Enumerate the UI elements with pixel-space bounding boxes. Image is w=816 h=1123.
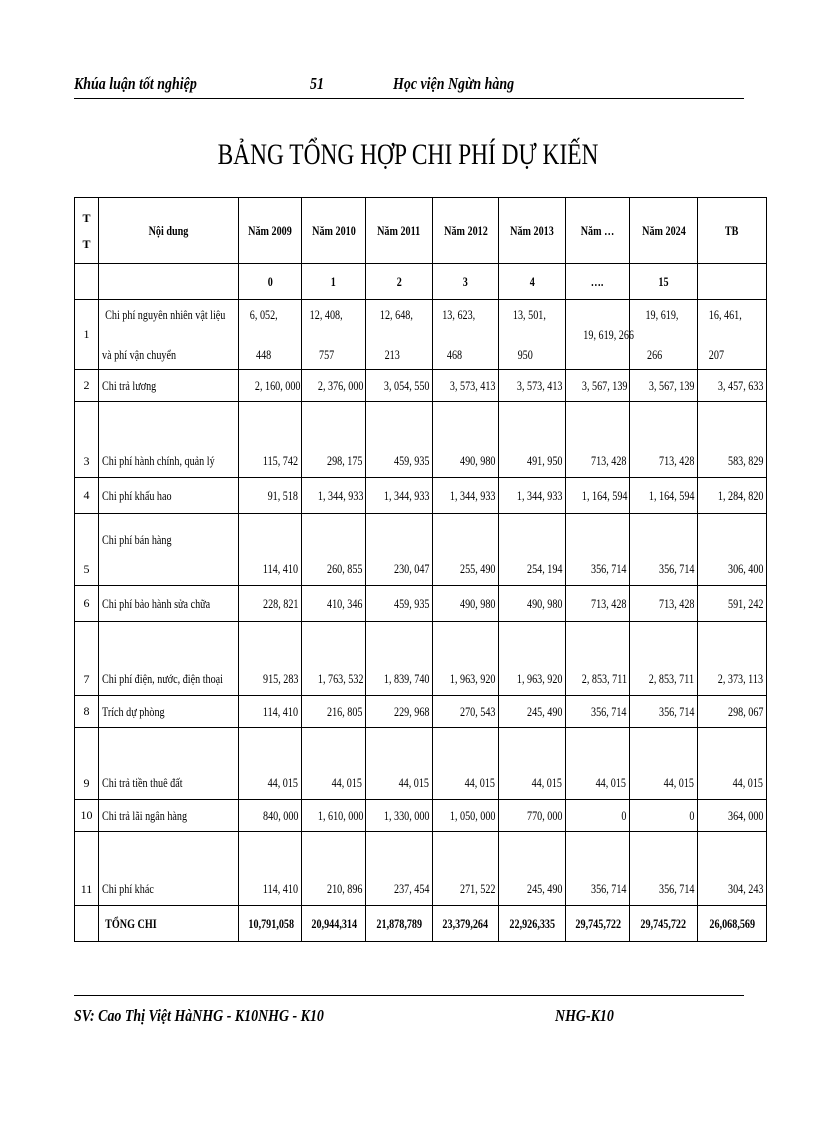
header-cell: Năm 2024 bbox=[630, 198, 698, 264]
value-cell: 19, 619, 266 bbox=[566, 300, 630, 370]
value-cell: 356, 714 bbox=[630, 696, 698, 728]
table-cell bbox=[75, 264, 99, 300]
value-cell: 115, 742 bbox=[239, 402, 302, 478]
row-label: Chi phí khác bbox=[99, 832, 239, 906]
row-label: Chi phí bán hàng bbox=[99, 514, 239, 586]
header-cell: Nội dung bbox=[99, 198, 239, 264]
total-value-cell: 23,379,264 bbox=[433, 906, 499, 942]
value-cell: 260, 855 bbox=[302, 514, 366, 586]
value-cell: 3, 054, 550 bbox=[366, 370, 433, 402]
table-row bbox=[75, 696, 767, 728]
year-index-cell: 0 bbox=[239, 264, 302, 300]
value-cell: 114, 410 bbox=[239, 832, 302, 906]
table-cell bbox=[99, 264, 239, 300]
header-cell: Năm 2013 bbox=[499, 198, 566, 264]
value-cell: 356, 714 bbox=[566, 696, 630, 728]
row-number: 7 bbox=[75, 622, 99, 696]
table-cell bbox=[698, 264, 767, 300]
value-cell: 591, 242 bbox=[698, 586, 767, 622]
row-label: Trích dự phòng bbox=[99, 696, 239, 728]
value-cell: 1, 050, 000 bbox=[433, 800, 499, 832]
value-cell: 2, 376, 000 bbox=[302, 370, 366, 402]
value-cell: 44, 015 bbox=[499, 728, 566, 800]
value-cell: 44, 015 bbox=[302, 728, 366, 800]
value-cell: 254, 194 bbox=[499, 514, 566, 586]
row-number: 3 bbox=[75, 402, 99, 478]
value-cell: 915, 283 bbox=[239, 622, 302, 696]
row-label: Chi phí khấu hao bbox=[99, 478, 239, 514]
value-cell: 490, 980 bbox=[433, 402, 499, 478]
value-cell: 356, 714 bbox=[566, 832, 630, 906]
table-row bbox=[75, 370, 767, 402]
value-cell: 114, 410 bbox=[239, 514, 302, 586]
value-cell: 229, 968 bbox=[366, 696, 433, 728]
value-cell: 298, 067 bbox=[698, 696, 767, 728]
value-cell: 12, 648, 213 bbox=[366, 300, 433, 370]
total-value-cell: 26,068,569 bbox=[698, 906, 767, 942]
row-label: Chi trả lãi ngân hàng bbox=[99, 800, 239, 832]
value-cell: 1, 330, 000 bbox=[366, 800, 433, 832]
value-cell: 114, 410 bbox=[239, 696, 302, 728]
header-cell: T T bbox=[75, 198, 99, 264]
value-cell: 306, 400 bbox=[698, 514, 767, 586]
value-cell: 270, 543 bbox=[433, 696, 499, 728]
value-cell: 713, 428 bbox=[566, 586, 630, 622]
total-row bbox=[75, 906, 767, 942]
value-cell: 1, 344, 933 bbox=[366, 478, 433, 514]
row-number: 6 bbox=[75, 586, 99, 622]
table-row bbox=[75, 300, 767, 370]
value-cell: 245, 490 bbox=[499, 696, 566, 728]
year-index-cell: 4 bbox=[499, 264, 566, 300]
value-cell: 1, 963, 920 bbox=[433, 622, 499, 696]
value-cell: 840, 000 bbox=[239, 800, 302, 832]
total-value-cell: 22,926,335 bbox=[499, 906, 566, 942]
table-cell bbox=[75, 906, 99, 942]
value-cell: 459, 935 bbox=[366, 402, 433, 478]
value-cell: 44, 015 bbox=[630, 728, 698, 800]
header-cell: Năm 2010 bbox=[302, 198, 366, 264]
value-cell: 491, 950 bbox=[499, 402, 566, 478]
row-label: Chi phí hành chính, quản lý bbox=[99, 402, 239, 478]
header-cell: Năm 2009 bbox=[239, 198, 302, 264]
value-cell: 2, 160, 000 bbox=[239, 370, 302, 402]
value-cell: 1, 164, 594 bbox=[630, 478, 698, 514]
header-cell: Năm 2012 bbox=[433, 198, 499, 264]
table-row bbox=[75, 586, 767, 622]
table-row bbox=[75, 800, 767, 832]
header-thesis-label: Khúa luận tốt nghiệp bbox=[74, 74, 197, 93]
value-cell: 44, 015 bbox=[566, 728, 630, 800]
value-cell: 255, 490 bbox=[433, 514, 499, 586]
value-cell: 44, 015 bbox=[239, 728, 302, 800]
value-cell: 1, 963, 920 bbox=[499, 622, 566, 696]
value-cell: 1, 839, 740 bbox=[366, 622, 433, 696]
header-cell: TB bbox=[698, 198, 767, 264]
year-index-row bbox=[75, 264, 767, 300]
value-cell: 713, 428 bbox=[630, 586, 698, 622]
value-cell: 356, 714 bbox=[566, 514, 630, 586]
value-cell: 6, 052, 448 bbox=[239, 300, 302, 370]
header-institution: Học viện Ngừn hàng bbox=[393, 74, 515, 93]
value-cell: 1, 344, 933 bbox=[499, 478, 566, 514]
value-cell: 13, 623, 468 bbox=[433, 300, 499, 370]
value-cell: 0 bbox=[566, 800, 630, 832]
value-cell: 228, 821 bbox=[239, 586, 302, 622]
value-cell: 0 bbox=[630, 800, 698, 832]
value-cell: 19, 619, 266 bbox=[630, 300, 698, 370]
value-cell: 271, 522 bbox=[433, 832, 499, 906]
table-row bbox=[75, 832, 767, 906]
value-cell: 245, 490 bbox=[499, 832, 566, 906]
header-cell: Năm … bbox=[566, 198, 630, 264]
value-cell: 12, 408, 757 bbox=[302, 300, 366, 370]
row-label: Chi phí điện, nước, điện thoại bbox=[99, 622, 239, 696]
header-cell: Năm 2011 bbox=[366, 198, 433, 264]
row-number: 4 bbox=[75, 478, 99, 514]
value-cell: 3, 567, 139 bbox=[566, 370, 630, 402]
value-cell: 410, 346 bbox=[302, 586, 366, 622]
table-header-row bbox=[75, 198, 767, 264]
value-cell: 298, 175 bbox=[302, 402, 366, 478]
value-cell: 356, 714 bbox=[630, 832, 698, 906]
table-row bbox=[75, 402, 767, 478]
row-number: 11 bbox=[75, 832, 99, 906]
value-cell: 304, 243 bbox=[698, 832, 767, 906]
row-number: 9 bbox=[75, 728, 99, 800]
cost-summary-table bbox=[74, 197, 767, 942]
year-index-cell: 2 bbox=[366, 264, 433, 300]
row-label: Chi phí nguyên nhiên vật liệu và phí vận chuyển bbox=[99, 300, 239, 370]
row-label: Chi trả lương bbox=[99, 370, 239, 402]
row-label: Chi trả tiền thuê đất bbox=[99, 728, 239, 800]
value-cell: 490, 980 bbox=[433, 586, 499, 622]
value-cell: 770, 000 bbox=[499, 800, 566, 832]
value-cell: 1, 610, 000 bbox=[302, 800, 366, 832]
value-cell: 237, 454 bbox=[366, 832, 433, 906]
value-cell: 13, 501, 950 bbox=[499, 300, 566, 370]
page-title: BẢNG TỔNG HỢP CHI PHÍ DỰ KIẾN bbox=[217, 138, 599, 171]
value-cell: 1, 344, 933 bbox=[433, 478, 499, 514]
value-cell: 2, 373, 113 bbox=[698, 622, 767, 696]
value-cell: 230, 047 bbox=[366, 514, 433, 586]
value-cell: 3, 573, 413 bbox=[499, 370, 566, 402]
page-number: 51 bbox=[310, 74, 324, 93]
table-row bbox=[75, 728, 767, 800]
table-row bbox=[75, 478, 767, 514]
value-cell: 3, 567, 139 bbox=[630, 370, 698, 402]
value-cell: 1, 763, 532 bbox=[302, 622, 366, 696]
value-cell: 216, 805 bbox=[302, 696, 366, 728]
value-cell: 2, 853, 711 bbox=[630, 622, 698, 696]
page-header bbox=[74, 72, 744, 99]
row-label: Chi phí bảo hành sửa chữa bbox=[99, 586, 239, 622]
value-cell: 44, 015 bbox=[366, 728, 433, 800]
year-index-cell: 3 bbox=[433, 264, 499, 300]
page-footer bbox=[74, 995, 744, 1026]
value-cell: 364, 000 bbox=[698, 800, 767, 832]
row-number: 8 bbox=[75, 696, 99, 728]
total-label: TỔNG CHI bbox=[99, 906, 239, 942]
total-value-cell: 29,745,722 bbox=[630, 906, 698, 942]
value-cell: 1, 284, 820 bbox=[698, 478, 767, 514]
value-cell: 210, 896 bbox=[302, 832, 366, 906]
row-number: 1 bbox=[75, 300, 99, 370]
value-cell: 1, 344, 933 bbox=[302, 478, 366, 514]
value-cell: 583, 829 bbox=[698, 402, 767, 478]
value-cell: 91, 518 bbox=[239, 478, 302, 514]
footer-student: SV: Cao Thị Việt HàNHG - K10NHG - K10 bbox=[74, 1006, 324, 1025]
row-number: 2 bbox=[75, 370, 99, 402]
total-value-cell: 10,791,058 bbox=[239, 906, 302, 942]
table-row bbox=[75, 514, 767, 586]
value-cell: 3, 573, 413 bbox=[433, 370, 499, 402]
value-cell: 44, 015 bbox=[698, 728, 767, 800]
footer-class: NHG-K10 bbox=[555, 1006, 614, 1025]
total-value-cell: 29,745,722 bbox=[566, 906, 630, 942]
row-number: 5 bbox=[75, 514, 99, 586]
table-row bbox=[75, 622, 767, 696]
value-cell: 1, 164, 594 bbox=[566, 478, 630, 514]
value-cell: 713, 428 bbox=[566, 402, 630, 478]
value-cell: 490, 980 bbox=[499, 586, 566, 622]
value-cell: 2, 853, 711 bbox=[566, 622, 630, 696]
value-cell: 713, 428 bbox=[630, 402, 698, 478]
total-value-cell: 21,878,789 bbox=[366, 906, 433, 942]
value-cell: 459, 935 bbox=[366, 586, 433, 622]
value-cell: 356, 714 bbox=[630, 514, 698, 586]
value-cell: 44, 015 bbox=[433, 728, 499, 800]
year-index-cell: 1 bbox=[302, 264, 366, 300]
year-index-cell: …. bbox=[566, 264, 630, 300]
row-number: 10 bbox=[75, 800, 99, 832]
total-value-cell: 20,944,314 bbox=[302, 906, 366, 942]
year-index-cell: 15 bbox=[630, 264, 698, 300]
value-cell: 3, 457, 633 bbox=[698, 370, 767, 402]
value-cell: 16, 461, 207 bbox=[698, 300, 767, 370]
